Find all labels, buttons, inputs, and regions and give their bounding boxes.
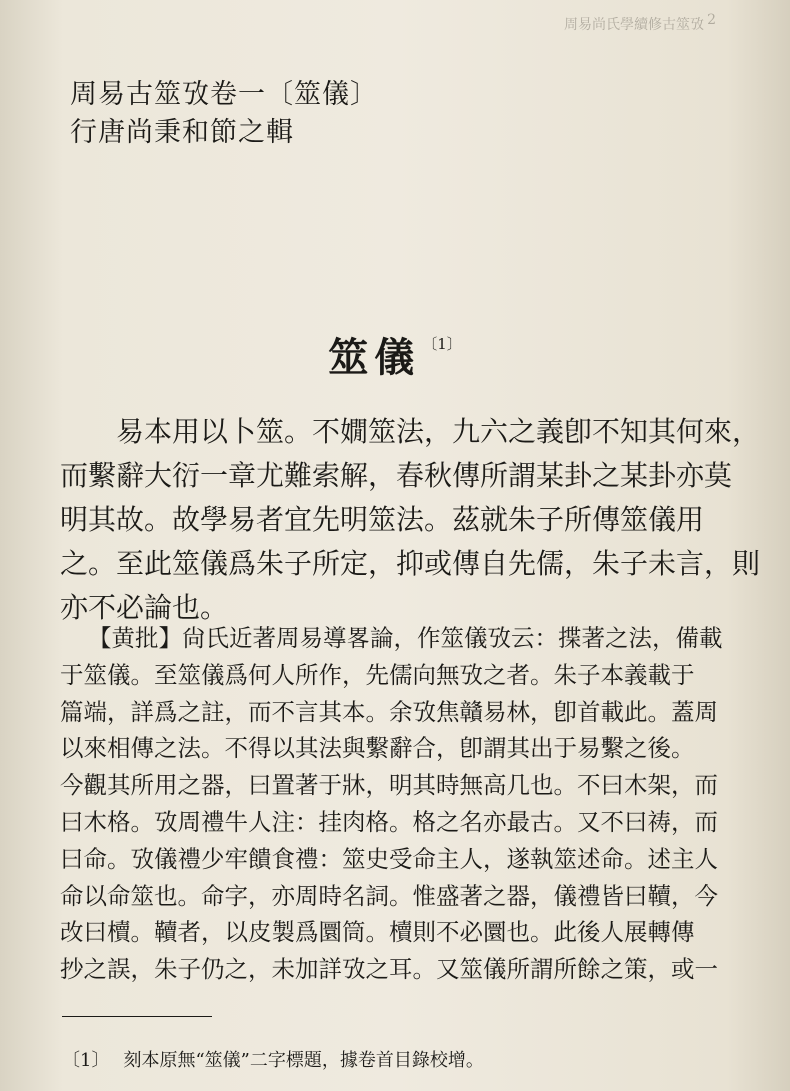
commentary-line: 曰命。攷儀禮少牢饋食禮：筮史受命主人，遂執筮述命。述主人 <box>60 844 718 873</box>
commentary-line: 以來相傳之法。不得以其法與繫辭合，卽謂其出于易繫之後。 <box>60 734 695 763</box>
page-number: 2 <box>707 12 716 28</box>
commentary-line: 抄之誤，朱子仍之，未加詳攷之耳。又筮儀所謂所餘之策，或一 <box>60 955 718 984</box>
footnote-divider <box>62 1016 212 1017</box>
footnote-number: 〔1〕 <box>62 1050 110 1071</box>
commentary-line: 曰木格。攷周禮牛人注：挂肉格。格之名亦最古。又不曰祷，而 <box>60 807 718 836</box>
chapter-header <box>70 76 378 152</box>
text-line: 易本用以卜筮。不嫺筮法，九六之義卽不知其何來， <box>116 415 761 448</box>
section-title-text: 筮儀 <box>328 334 421 381</box>
author-line: 行唐尚秉和節之輯 <box>70 117 294 148</box>
text-line: 而繫辭大衍一章尤難索解，春秋傳所謂某卦之某卦亦莫 <box>60 459 733 492</box>
text-line: 明其故。故學易者宜先明筮法。茲就朱子所傳筮儀用 <box>60 503 705 536</box>
section-title <box>0 326 790 383</box>
main-paragraph <box>60 410 761 630</box>
footnote-text: 刻本原無“筮儀”二字標題，據卷首目錄校增。 <box>123 1050 484 1071</box>
commentary-line: 改曰櫝。韇者，以皮製爲圜筒。櫝則不必圜也。此後人展轉傳 <box>60 918 695 947</box>
footnote-mark: 〔1〕 <box>422 335 462 353</box>
commentary-paragraph <box>60 620 750 988</box>
running-head: 周易尚氏學續修古筮攷 <box>564 17 704 33</box>
text-line: 之。至此筮儀爲朱子所定，抑或傳自先儒，朱子未言，則 <box>60 547 761 580</box>
commentary-line: 【黄批】尙氏近著周易導畧論，作筮儀攷云：揲著之法，備載 <box>88 624 723 652</box>
commentary-line: 篇端，詳爲之註，而不言其本。余攷焦贛易林，卽首載此。蓋周 <box>60 697 718 726</box>
footnote <box>62 1046 484 1072</box>
commentary-line: 于筮儀。至筮儀爲何人所作，先儒向無攷之者。朱子本義載于 <box>60 660 695 689</box>
chapter-title: 周易古筮攷卷一〔筮儀〕 <box>70 79 378 110</box>
commentary-line: 命以命筮也。命字，亦周時名詞。惟盛著之器，儀禮皆曰韇，今 <box>60 881 718 910</box>
commentary-line: 今觀其所用之器，曰置著于牀，明其時無高几也。不曰木架，而 <box>60 771 718 800</box>
text-line: 亦不必論也。 <box>60 591 229 624</box>
